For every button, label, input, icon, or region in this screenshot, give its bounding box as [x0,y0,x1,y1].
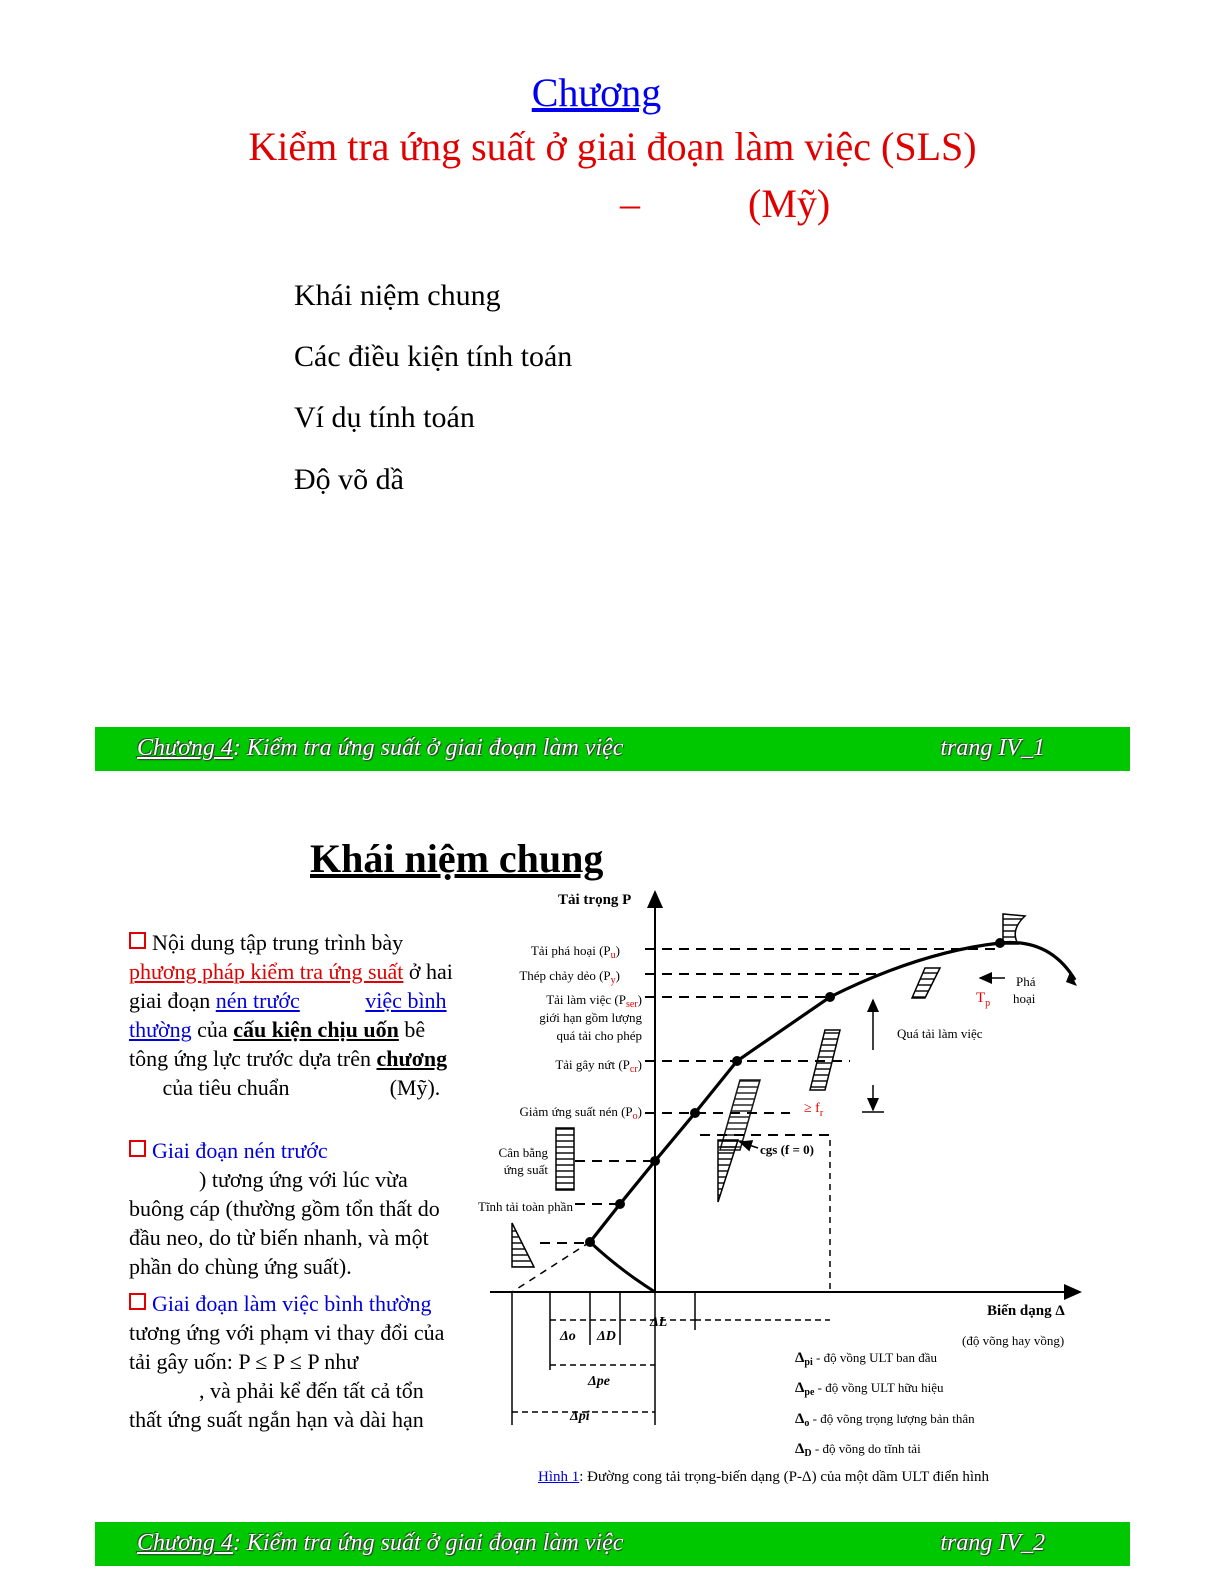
svg-text:Tải phá hoại (Pu): Tải phá hoại $(P_u)$ [530,943,620,961]
paragraph-service: Giai đoạn làm việc bình thường tương ứng với phạm vi thay đổi của tải gây uốn: P ≤ P ≤ P như , và phải kể đến tất cả tổn thất ứng suất ngắn hạn và dài hạn [129,1291,445,1432]
menu-item-example[interactable]: Ví dụ tính toán [294,401,475,434]
paragraph-prestress: Giai đoạn nén trước ) tương ứng với lúc vừa buông cáp (thường gồm tổn thất do đầu neo, do từ biến nhanh, và một phần do chùng ứng suất). [129,1138,440,1279]
figure-caption: Hình 1: Đường cong tải trọng-biến dạng (P-Δ) của một dầm ULT điển hình [538,1469,990,1485]
paragraph-content: Nội dung tập trung trình bày phương pháp kiểm tra ứng suất ở hai giai đoạn nén trước việc bình thường của cấu kiện chịu uốn bê tông ứng lực trước dựa trên chương của tiêu chuẩn (Mỹ). [129,930,453,1100]
prestress-link[interactable]: nén trước [215,988,300,1013]
footer-page: trang IV_1 [940,735,1045,761]
title-dash: – [620,181,640,226]
bullet-square-icon [129,1140,146,1157]
svg-text:Δo - độ võng trọng lượng bản t: $\Delta_o$ - độ võng trọng lượng bản thân [795,1411,975,1429]
footer-bar [95,727,1130,771]
svg-text:≥ fr: ≥ $f_r$ [804,1101,824,1119]
chapter-link[interactable]: Chương [531,70,662,115]
footer-chapter-link[interactable]: Chương 4 [137,735,233,761]
bullet-square-icon [129,1293,146,1310]
svg-text:Δpi: Δpi [570,1409,590,1424]
svg-text:Cân bằng: Cân bằng [498,1145,548,1160]
svg-text:ΔL: ΔL [650,1315,668,1330]
y-axis-label: Tải trọng P [558,892,632,908]
svg-text:Tải gây nứt (Pcr): Tải gây nứt $(P_{cr})$ [555,1057,642,1075]
slide-title: Kiểm tra ứng suất ở giai đoạn làm việc (SLS) [248,124,977,169]
svg-text:Tải làm việc (Pser): Tải làm việc $(P_{ser})$ [546,992,642,1010]
svg-text:(độ võng hay vồng): (độ võng hay vồng) [962,1333,1065,1348]
figure-legend [795,1350,975,1459]
svg-text:Δpi - độ vồng ULT ban đầu: $\Delta_{pi}$ - độ vồng ULT ban đầu [795,1350,937,1368]
svg-text:Quá tải làm việc: Quá tải làm việc [897,1026,983,1041]
footer-page-2: trang IV_2 [940,1530,1045,1556]
svg-text:ΔD: ΔD [597,1329,616,1344]
chapter-title [0,70,1225,116]
svg-text:Phá: Phá [1016,974,1036,989]
menu-item-conditions[interactable]: Các điều kiện tính toán [294,340,573,373]
svg-text:Δo: Δo [560,1329,576,1344]
bullet-square-icon [129,932,146,949]
menu-item-general[interactable]: Khái niệm chung [294,279,501,312]
title-country: (Mỹ) [748,181,831,226]
load-deflection-figure [470,880,1130,1480]
footer-chapter-link-2[interactable]: Chương 4 [137,1530,233,1556]
svg-text:Giảm ứng suất nén (Po): Giảm ứng suất nén $(P_o)$ [519,1104,642,1122]
footer-title: Chương 4: Kiểm tra ứng suất ở giai đoạn làm việc [137,735,624,761]
service-link[interactable]: việc bình thường [129,988,447,1042]
svg-text:Tĩnh tải toàn phần: Tĩnh tải toàn phần [478,1199,573,1214]
svg-text:cgs (f = 0): cgs (f = 0) [760,1142,814,1157]
svg-text:giới hạn gồm lượng: giới hạn gồm lượng [539,1010,642,1025]
svg-text:ΔD - độ võng do tĩnh tải: $\Delta_D$ - độ võng do tĩnh tải [795,1441,921,1459]
figure-link[interactable]: Hình 1 [538,1469,580,1485]
section-heading: Khái niệm chung [310,836,604,881]
svg-text:Δpe: Δpe [588,1374,610,1389]
svg-text:hoại: hoại [1013,991,1036,1006]
method-link[interactable]: phương pháp kiểm tra ứng suất [129,959,404,984]
footer-title-2: Chương 4: Kiểm tra ứng suất ở giai đoạn làm việc [137,1530,624,1556]
svg-text:ứng suất: ứng suất [503,1162,548,1177]
svg-text:Thép chảy dẻo (Py): Thép chảy dẻo $(P_y)$ [519,968,620,986]
svg-text:Tp: $T_p$ [976,990,991,1009]
x-axis-label: Biến dạng Δ [987,1303,1065,1319]
menu-item-deflection[interactable]: Độ võ dầ [294,463,404,496]
svg-text:quá tải cho phép: quá tải cho phép [556,1028,642,1043]
svg-text:Δpe - độ vồng ULT hữu hiệu: $\Delta_{pe}$ - độ vồng ULT hữu hiệu [795,1380,944,1398]
footer-bar-2 [95,1522,1130,1566]
curve [590,942,1075,1242]
